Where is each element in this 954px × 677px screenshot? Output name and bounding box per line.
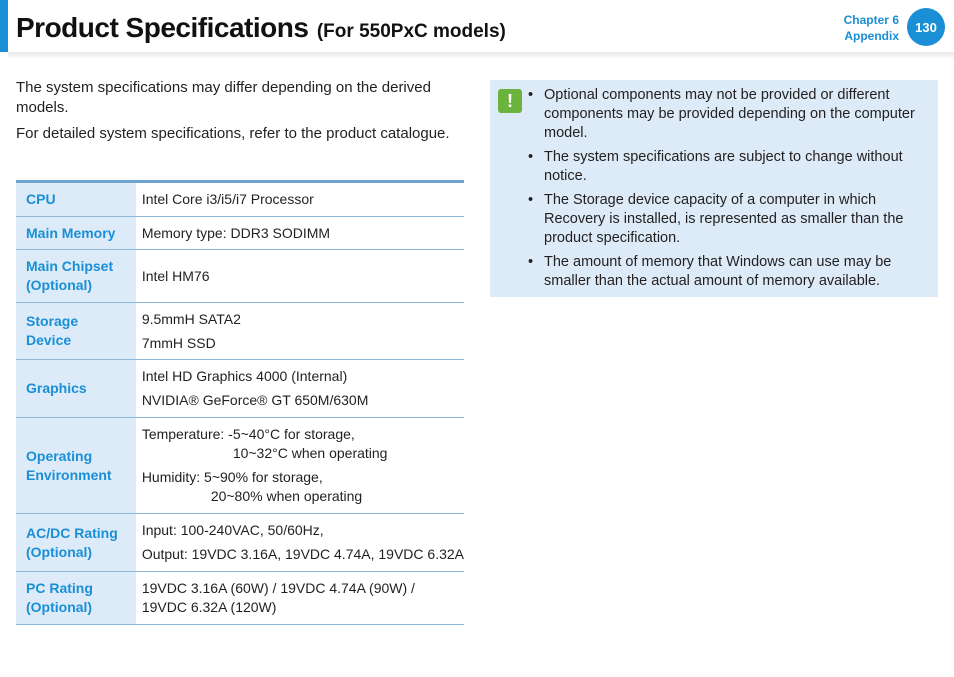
table-row <box>16 303 464 360</box>
spec-label: Storage Device <box>16 303 136 360</box>
list-item: • The amount of memory that Windows can use may be smaller than the actual amount of memory available. <box>528 253 933 291</box>
intro-paragraph: The system specifications may differ depending on the derived models. <box>16 79 431 116</box>
page-title <box>16 12 506 44</box>
spec-value: Intel Core i3/i5/i7 Processor <box>136 182 464 217</box>
table-row <box>16 572 464 625</box>
note-box <box>490 80 938 297</box>
page-title-main: Product Specifications <box>16 12 309 43</box>
spec-value: Temperature: -5~40°C for storage, 10~32°C when operating Humidity: 5~90% for storage, 20~80% when operating <box>136 418 464 514</box>
spec-value: Intel HD Graphics 4000 (Internal) NVIDIA® GeForce® GT 650M/630M <box>136 360 464 418</box>
intro-paragraph: For detailed system specifications, refer to the product catalogue. <box>16 125 450 142</box>
note-list <box>528 86 933 296</box>
spec-value: 19VDC 3.16A (60W) / 19VDC 4.74A (90W) / 19VDC 6.32A (120W) <box>136 572 464 625</box>
intro-text <box>16 78 466 150</box>
spec-value: 9.5mmH SATA2 7mmH SSD <box>136 303 464 360</box>
table-row <box>16 182 464 217</box>
spec-label: Main Memory <box>16 217 136 250</box>
chapter-number: Chapter 6 <box>843 13 899 27</box>
spec-label: CPU <box>16 182 136 217</box>
header-accent-bar <box>0 0 8 52</box>
spec-label: AC/DC Rating (Optional) <box>16 514 136 572</box>
table-row <box>16 514 464 572</box>
table-row <box>16 217 464 250</box>
list-item: • The Storage device capacity of a computer in which Recovery is installed, is represented as smaller than the product specification. <box>528 191 933 248</box>
spec-label: Graphics <box>16 360 136 418</box>
spec-label: Operating Environment <box>16 418 136 514</box>
spec-label: PC Rating (Optional) <box>16 572 136 625</box>
page-number-badge: 130 <box>907 8 945 46</box>
spec-value: Input: 100-240VAC, 50/60Hz, Output: 19VDC 3.16A, 19VDC 4.74A, 19VDC 6.32A <box>136 514 464 572</box>
page-title-subtitle: (For 550PxC models) <box>316 21 506 42</box>
header-divider <box>8 52 954 59</box>
chapter-section: Appendix <box>844 29 899 43</box>
spec-value: Memory type: DDR3 SODIMM <box>136 217 464 250</box>
spec-table <box>16 180 464 625</box>
exclamation-icon: ! <box>498 89 522 113</box>
spec-value: Intel HM76 <box>136 250 464 303</box>
table-row <box>16 360 464 418</box>
table-row <box>16 418 464 514</box>
list-item: • Optional components may not be provided or different components may be provided depending on the computer model. <box>528 86 933 143</box>
list-item: • The system specifications are subject to change without notice. <box>528 148 933 186</box>
chapter-label <box>844 12 899 44</box>
table-row <box>16 250 464 303</box>
spec-label: Main Chipset (Optional) <box>16 250 136 303</box>
